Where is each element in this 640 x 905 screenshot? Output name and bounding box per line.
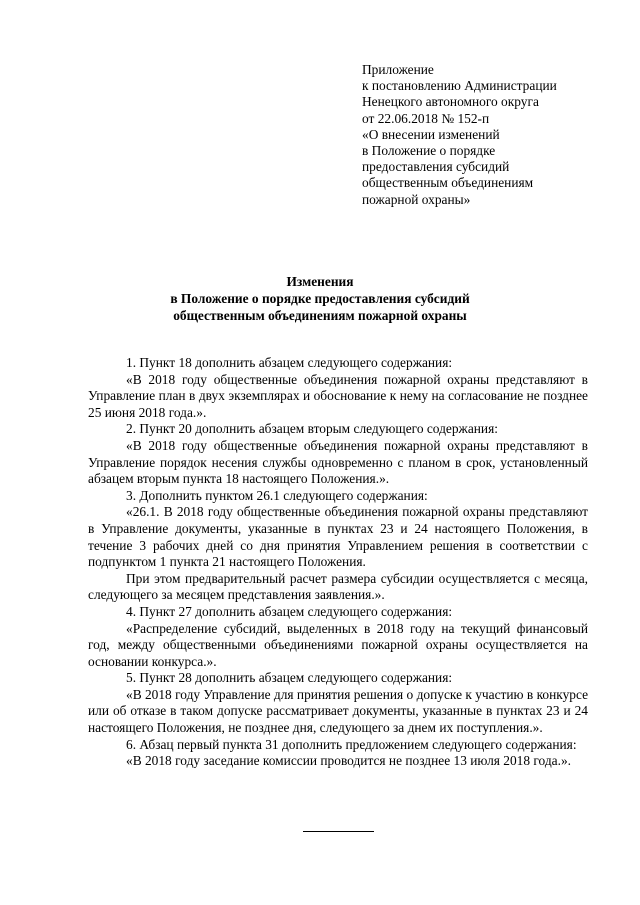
appendix-line: предоставления субсидий <box>362 159 510 175</box>
paragraph: 1. Пункт 18 дополнить абзацем следующего содержания: <box>126 355 453 370</box>
document-body <box>88 355 588 770</box>
paragraph: «В 2018 году заседание комиссии проводится не позднее 13 июля 2018 года.». <box>126 753 572 769</box>
paragraph: 4. Пункт 27 дополнить абзацем следующего содержания: <box>126 603 453 619</box>
paragraph: 3. Дополнить пунктом 26.1 следующего содержания: <box>126 487 428 503</box>
paragraph: «26.1. В 2018 году общественные объединения пожарной охраны представляют в Управление документы, указанные в пунктах 23 и 24 настоящего Положения, в течение 3 рабочих дней со дня принятия Управлением решения в соответствии с подпунктом 1 пункта 21 настоящего Положения. <box>88 504 588 570</box>
paragraph: «В 2018 году Управление для принятия решения о допуске к участию в конкурсе или об отказе в таком допуске рассматривает документы, указанные в пунктах 23 и 24 настоящего Положения, не позднее дня, следующего за днем их поступления.». <box>88 686 589 736</box>
paragraph: «В 2018 году общественные объединения пожарной охраны представляют в Управление план в двух экземплярах и обоснование к нему на согласование не позднее 25 июня 2018 года.». <box>88 371 588 420</box>
title-line: Изменения <box>286 274 354 289</box>
appendix-line: Ненецкого автономного округа <box>362 94 539 110</box>
appendix-line: к постановлению Администрации <box>362 78 557 94</box>
title-line: в Положение о порядке предоставления субсидий <box>170 291 470 306</box>
appendix-block <box>362 62 557 208</box>
appendix-line: «О внесении изменений <box>362 126 500 142</box>
end-divider <box>303 831 374 832</box>
paragraph: При этом предварительный расчет размера субсидии осуществляется с месяца, следующего за месяцем представления заявления.». <box>88 570 588 603</box>
appendix-line: от 22.06.2018 № 152-п <box>362 110 490 126</box>
paragraph: 5. Пункт 28 дополнить абзацем следующего содержания: <box>126 670 453 686</box>
paragraph: 2. Пункт 20 дополнить абзацем вторым следующего содержания: <box>126 421 498 437</box>
title-line: общественным объединениям пожарной охраны <box>173 308 467 323</box>
appendix-line: в Положение о порядке <box>362 143 496 159</box>
paragraph: «В 2018 году общественные объединения пожарной охраны представляют в Управление порядок несения службы одновременно с планом в срок, установленный абзацем вторым пункта 18 настоящего Положения.». <box>88 437 588 487</box>
paragraph: «Распределение субсидий, выделенных в 2018 году на текущий финансовый год, между общественными объединениями пожарной охраны осуществляется на основании конкурса.». <box>88 620 588 669</box>
appendix-line: Приложение <box>362 62 434 77</box>
paragraph: 6. Абзац первый пункта 31 дополнить предложением следующего содержания: <box>126 736 577 752</box>
appendix-line: общественным объединениям <box>362 175 534 191</box>
appendix-line: пожарной охраны» <box>362 191 471 207</box>
document-title <box>0 273 640 324</box>
